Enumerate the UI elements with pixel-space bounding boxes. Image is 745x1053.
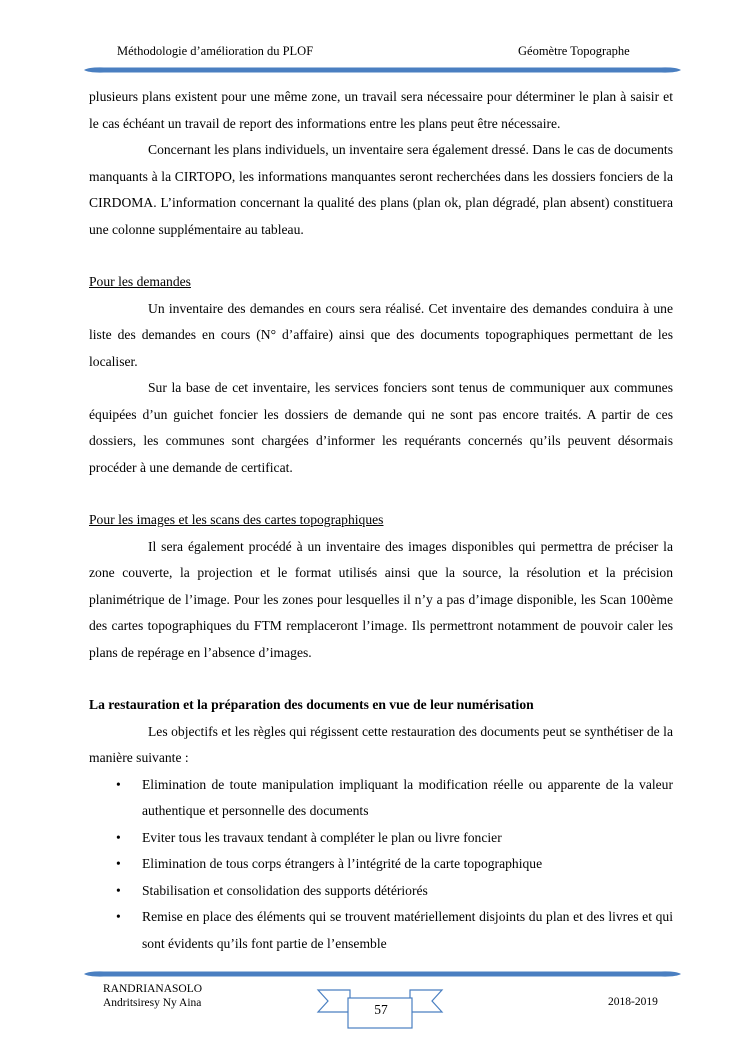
author-name: RANDRIANASOLO <box>103 983 203 995</box>
paragraph: Il sera également procédé à un inventaire des images disponibles qui permettra de préciser la zone couverte, la projection et le format utilisés ainsi que la source, la résolution et la précision planimétrique de l’image. Pour les zones pour lesquelles il n’y a pas d’image disponible, les Scan 100ème des cartes topographiques du FTM remplaceront l’image. Ils permettront notamment de pouvoir caler les plans de repérage en l’absence d’images. <box>89 538 673 660</box>
header-document-title: Méthodologie d’amélioration du PLOF <box>117 44 314 58</box>
bullet-icon: • <box>116 909 121 924</box>
page-body <box>89 84 673 957</box>
list-item: • Elimination de tous corps étrangers à l’intégrité de la carte topographique <box>89 851 673 878</box>
list-item: • Eviter tous les travaux tendant à compléter le plan ou livre foncier <box>89 825 673 852</box>
header-field: Géomètre Topographe <box>518 44 630 58</box>
section-heading-images: Pour les images et les scans des cartes topographiques <box>89 512 384 527</box>
list-item: • Elimination de toute manipulation impliquant la modification réelle ou apparente de la valeur authentique et personnelle des documents <box>89 772 673 825</box>
bullet-icon: • <box>116 829 121 845</box>
paragraph: Un inventaire des demandes en cours sera réalisé. Cet inventaire des demandes conduira à une liste des demandes en cours (N° d’affaire) ainsi que des documents topographiques permettant de les localiser. <box>89 300 673 369</box>
paragraph: Sur la base de cet inventaire, les services fonciers sont tenus de communiquer aux communes équipées d’un guichet foncier les dossiers de demande qui ne sont pas encore traités. A partir de ces dossiers, les communes sont chargées d’informer les requérants concernés qu’ils peuvent désormais procéder à une demande de certificat. <box>89 380 673 475</box>
list-item: • Remise en place des éléments qui se trouvent matériellement disjoints du plan et des livres et qui sont évidents qu’ils font partie de l’ensemble <box>89 904 673 957</box>
bullet-icon: • <box>116 882 121 898</box>
section-heading-demandes: Pour les demandes <box>89 274 191 289</box>
footer-author <box>103 982 202 1010</box>
footer-year: 2018-2019 <box>608 996 658 1008</box>
section-heading-restauration: La restauration et la préparation des documents en vue de leur numérisation <box>89 697 534 712</box>
paragraph: Les objectifs et les règles qui régissent cette restauration des documents peut se synthétiser de la manière suivante : <box>89 723 673 765</box>
bullet-list <box>89 772 673 958</box>
bullet-icon: • <box>116 856 121 871</box>
bullet-icon: • <box>116 776 121 792</box>
paragraph: Concernant les plans individuels, un inventaire sera également dressé. Dans le cas de documents manquants à la CIRTOPO, les informations manquantes seront recherchées dans les dossiers fonciers de la CIRDOMA. L’information concernant la qualité des plans (plan ok, plan dégradé, plan absent) constituera une colonne supplémentaire au tableau. <box>89 142 673 237</box>
footer-rule <box>84 971 681 977</box>
header-rule <box>84 67 681 73</box>
author-given-names: Andritsiresy Ny Aina <box>103 997 202 1009</box>
paragraph: plusieurs plans existent pour une même zone, un travail sera nécessaire pour déterminer le plan à saisir et le cas échéant un travail de report des informations entre les plans peut être nécessaire. <box>89 89 673 131</box>
page-number: 57 <box>374 1002 388 1017</box>
list-item: • Stabilisation et consolidation des supports détériorés <box>89 878 673 905</box>
